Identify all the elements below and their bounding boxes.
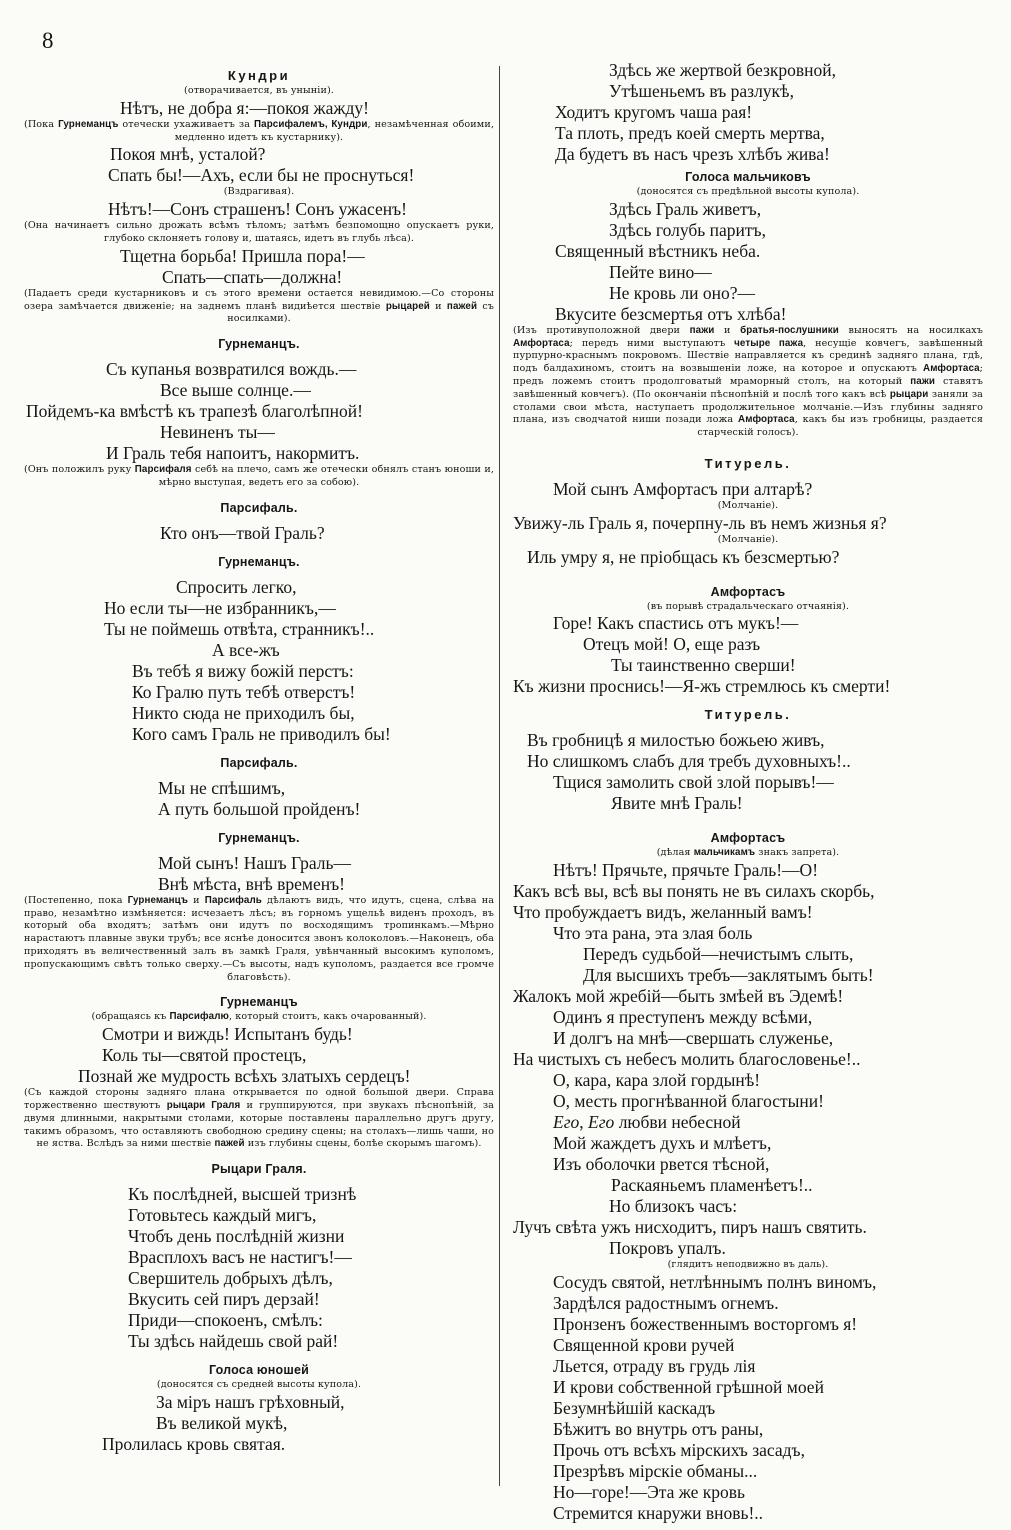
verse-line: Горе! Какъ спастись отъ мукъ!— <box>553 613 799 634</box>
speaker-name: Титурель. <box>704 707 792 723</box>
verse-line: Никто сюда не приходилъ бы, <box>132 702 355 723</box>
stage-direction: (Молчаніе). <box>717 533 779 545</box>
verse-line: О, месть прогнѣванной благостыни! <box>553 1091 824 1112</box>
verse-line: Тщетна борьба! Пришла пора!— <box>120 245 365 266</box>
verse-line: Ты таинственно сверши! <box>611 655 796 676</box>
verse-line: Льется, отраду въ грудь лія <box>553 1355 756 1376</box>
verse-line: Невиненъ ты— <box>160 422 275 443</box>
verse-line: Мой сынъ! Нашъ Граль— <box>158 852 351 873</box>
verse-line: Спать бы!—Ахъ, если бы не проснуться! <box>108 165 415 186</box>
speaker-name: Парсифаль. <box>220 500 298 515</box>
verse-line: Готовьтесь каждый мигъ, <box>128 1205 317 1226</box>
verse-line: А путь большой пройденъ! <box>158 798 361 819</box>
verse-line: И крови собственной грѣшной моей <box>553 1376 824 1397</box>
verse-line: Пойдемъ-ка вмѣстѣ къ трапезѣ благолѣпной! <box>26 401 363 422</box>
verse-line: Одинъ я преступенъ между всѣми, <box>553 1007 813 1028</box>
verse-line: Не кровь ли оно?— <box>609 282 756 303</box>
verse-line: Раскаяньемъ пламенѣетъ!.. <box>611 1175 813 1196</box>
speaker-name: Голоса мальчиковъ <box>685 170 811 184</box>
verse-line: Нѣтъ!—Сонъ страшенъ! Сонъ ужасенъ! <box>108 199 407 220</box>
verse-line: Внѣ мѣста, внѣ временъ! <box>158 873 346 894</box>
verse-line: Спросить легко, <box>176 576 297 597</box>
verse-line: Здѣсь же жертвой безкровной, <box>609 60 836 80</box>
verse-line: Утѣшеньемъ въ разлукѣ, <box>609 81 794 101</box>
verse-line: Въ тебѣ я вижу божій перстъ: <box>132 660 354 681</box>
verse-line: Передъ судьбой—нечистымъ слыть, <box>583 944 854 965</box>
verse-line: Все выше солнце.— <box>160 380 311 401</box>
verse-line: Кто онъ—твой Граль? <box>160 522 325 543</box>
verse-line: Да будетъ въ насъ чрезъ хлѣбъ жива! <box>555 144 830 164</box>
verse-line: Съ купанья возвратился вождь.— <box>106 359 357 380</box>
verse-line: О, кара, кара злой гордынѣ! <box>553 1070 761 1091</box>
verse-line: Какъ всѣ вы, всѣ вы понять не въ силахъ скорбь, <box>513 881 875 902</box>
verse-line: И долгъ на мнѣ—свершать служенье, <box>553 1028 834 1049</box>
verse-line: Чтобъ день послѣдній жизни <box>128 1226 345 1247</box>
verse-line: Ко Гралю путь тебѣ отверстъ! <box>132 681 356 702</box>
verse-line: Ты не поймешь отвѣта, странникъ!.. <box>104 618 375 639</box>
verse-line: Пролилась кровь святая. <box>102 1433 286 1454</box>
verse-line: Но близокъ часъ: <box>609 1196 738 1217</box>
verse-line: Сосудъ святой, нетлѣннымъ полнъ виномъ, <box>553 1271 877 1292</box>
verse-line: Приди—спокоенъ, смѣлъ: <box>128 1310 323 1331</box>
stage-direction: (Падаетъ среди кустарниковъ и съ этого времени остается невидимою.—Со стороны озера замѣчается движеніе; на заднемъ планѣ видиѣется шествіе рыцарей и пажей съ носилками). <box>24 287 494 325</box>
verse-line: Что пробуждаетъ видъ, желанный вамъ! <box>513 902 813 923</box>
verse-line: И Граль тебя напоитъ, накормитъ. <box>106 443 360 464</box>
verse-line: Лучъ свѣта ужъ нисходитъ, пиръ нашъ святить. <box>513 1217 867 1238</box>
stage-direction: (Она начинаетъ сильно дрожать всѣмъ тѣломъ; затѣмъ безпомощно опускаетъ руки, глубоко склоняетъ голову и, шатаясь, идетъ въ глубь лѣса). <box>24 220 494 244</box>
verse-line: Презрѣвъ мірскіе обманы... <box>553 1460 758 1481</box>
verse-line: Для высшихъ требъ—заклятымъ быть! <box>583 965 874 986</box>
verse-line: Иль умру я, не пріобщась къ безсмертью? <box>527 546 840 567</box>
stage-direction: (дѣлая мальчикамъ знакъ запрета). <box>656 847 840 859</box>
stage-direction: (Онъ положилъ руку Парсифаля себѣ на плечо, самъ же отечески обнялъ станъ юноши и, мѣрно выступая, ведетъ его за собою). <box>24 464 494 488</box>
verse-line: Вкусите безсмертья отъ хлѣба! <box>555 303 787 324</box>
verse-line: За міръ нашъ грѣховный, <box>156 1391 345 1412</box>
verse-line: Къ послѣдней, высшей тризнѣ <box>128 1184 357 1205</box>
verse-line: Увижу-ль Граль я, почерпну-ль въ немъ жизнья я? <box>513 512 887 533</box>
verse-line: Явите мнѣ Граль! <box>611 793 743 814</box>
verse-line: Но—горе!—Эта же кровь <box>553 1481 746 1502</box>
verse-line: Мой жаждетъ духъ и млѣетъ, <box>553 1133 772 1154</box>
stage-direction: (обращаясь къ Парсифалю, который стоитъ, какъ очарованный). <box>91 1011 427 1023</box>
verse-line: Покровъ упалъ. <box>609 1238 726 1259</box>
speaker-name: Гурнеманцъ. <box>218 337 300 352</box>
verse-line: Врасплохъ васъ не настигъ!— <box>128 1247 352 1268</box>
stage-direction: (Вздрагивая). <box>223 186 295 198</box>
verse-line: Вкусить сей пиръ дерзай! <box>128 1289 320 1310</box>
stage-direction: (доносятся съ средней высоты купола). <box>156 1379 362 1391</box>
verse-line: Жалокъ мой жребій—быть змѣей въ Эдемѣ! <box>513 986 844 1007</box>
verse-line: Спать—спать—должна! <box>162 266 343 287</box>
verse-line: Мы не спѣшимъ, <box>158 777 286 798</box>
verse-line: Тщися замолить свой злой порывъ!— <box>553 772 834 793</box>
verse-line: Пронзенъ божественнымъ восторгомъ я! <box>553 1313 858 1334</box>
stage-direction: (глядитъ неподвижно въ даль). <box>667 1259 829 1271</box>
verse-line: Изъ оболочки рвется тѣсной, <box>553 1154 770 1175</box>
verse-line: Познай же мудрость всѣхъ златыхъ сердецъ! <box>78 1066 411 1087</box>
verse-line: Нѣтъ! Прячьте, прячьте Граль!—О! <box>553 860 819 881</box>
speaker-name: Гурнеманцъ. <box>218 830 300 845</box>
verse-line: Здѣсь голубь паритъ, <box>609 219 766 240</box>
column-divider <box>499 66 500 1486</box>
verse-line: Ходитъ кругомъ чаша рая! <box>555 102 753 122</box>
verse-line: Смотри и виждь! Испытанъ будь! <box>102 1024 353 1045</box>
verse-line: Та плоть, предъ коей смерть мертва, <box>555 123 825 143</box>
verse-line: Пейте вино— <box>609 261 712 282</box>
verse-line: Покоя мнѣ, усталой? <box>110 144 266 165</box>
right-column <box>513 60 983 1524</box>
verse-line: Прочь отъ всѣхъ мірскихъ засадъ, <box>553 1439 805 1460</box>
verse-line: Что эта рана, эта злая боль <box>553 923 753 944</box>
speaker-name: Парсифаль. <box>220 755 298 770</box>
speaker-name: Гурнеманцъ <box>220 995 298 1010</box>
verse-line: А все-жъ <box>212 639 280 660</box>
verse-line: Его, Его любви небесной <box>553 1112 741 1133</box>
verse-line: Въ гробницѣ я милостью божьею живъ, <box>527 730 825 751</box>
stage-direction: (Молчаніе). <box>717 499 779 511</box>
verse-line: Кого самъ Граль не приводилъ бы! <box>132 723 391 744</box>
verse-line: Стремится кнаружи вновь!.. <box>553 1502 764 1523</box>
stage-direction: (Пока Гурнеманцъ отечески ухаживаетъ за Парсифалемъ, Кундри, незамѣченная обоими, медленно идетъ къ кустарнику). <box>24 118 494 143</box>
stage-direction: (Постепенно, пока Гурнеманцъ и Парсифаль дѣлаютъ видъ, что идутъ, сцена, слѣва на право, незамѣтно измѣняется: исчезаетъ лѣсъ; въ горномъ ущельѣ виденъ проходъ, въ который оба входятъ; затѣмъ они идутъ по восходящимъ тропинкамъ.—Мѣрно нарастаютъ плавные звуки трубъ; все яснѣе доносится звонъ колоколовъ.—Наконецъ, оба приходятъ въ величественный залъ въ замкѣ Граля, увѣнчанный высокимъ куполомъ, пропускающимъ свѣтъ только сверху.—Съ высоты, надъ куполомъ, раздается все громче благовѣсть). <box>24 894 495 983</box>
speaker-name: Титурель. <box>704 455 792 471</box>
stage-direction: (Съ каждой стороны задняго плана открывается по одной большой двери. Справа торжественно шествуютъ рыцари Граля и группируются, при звукахъ пѣснопѣній, за двумя длинными, накрытыми столами, которые поставлены параллельно другъ другу, такимъ образомъ, что оставляютъ свободною средину сцены; на столахъ—лишь чаши, но не яства. Вслѣдъ за ними шествіе пажей изъ глубины сцены, болѣе скорымъ шагомъ). <box>24 1087 494 1150</box>
verse-line: Священный вѣстникъ неба. <box>555 240 761 261</box>
verse-line: Отецъ мой! О, еще разъ <box>583 634 761 655</box>
verse-line: Нѣтъ, не добра я:—покоя жажду! <box>120 97 369 118</box>
verse-line: Бѣжитъ во внутрь отъ раны, <box>553 1418 764 1439</box>
verse-line: Безумнѣйшій каскадъ <box>553 1397 716 1418</box>
stage-direction: (отворачивается, въ уныніи). <box>184 85 334 96</box>
verse-line: Но слишкомъ слабъ для требъ духовныхъ!.. <box>527 751 851 772</box>
speaker-name: Рыцари Граля. <box>211 1162 307 1177</box>
verse-line: На чистыхъ съ небесъ молить благословенье!.. <box>513 1049 861 1070</box>
verse-line: Коль ты—святой простецъ, <box>102 1045 307 1066</box>
verse-line: Здѣсь Граль живетъ, <box>609 198 762 219</box>
verse-line: Священной крови ручей <box>553 1334 735 1355</box>
verse-line: Мой сынъ Амфортасъ при алтарѣ? <box>553 478 813 499</box>
verse-line: Ты здѣсь найдешь свой рай! <box>128 1331 339 1352</box>
verse-line: Но если ты—не избранникъ,— <box>104 597 336 618</box>
verse-line: Въ великой мукѣ, <box>156 1412 288 1433</box>
verse-line: Зардѣлся радостнымъ огнемъ. <box>553 1292 779 1313</box>
page-number: 8 <box>42 28 54 53</box>
speaker-name: Кундри <box>227 68 291 83</box>
stage-direction: (въ порывѣ страдальческаго отчаянія). <box>646 600 850 612</box>
speaker-name: Голоса юношей <box>208 1363 310 1378</box>
verse-line: Свершитель добрыхъ дѣлъ, <box>128 1268 333 1289</box>
speaker-name: Амфортасъ <box>710 584 786 599</box>
stage-direction: (доносятся съ предѣльной высоты купола). <box>636 186 860 197</box>
speaker-name: Гурнеманцъ. <box>218 554 300 569</box>
left-column <box>24 64 494 1455</box>
speaker-name: Амфортасъ <box>710 831 786 846</box>
verse-line: Къ жизни проснись!—Я-жъ стремлюсь къ смерти! <box>513 676 891 697</box>
stage-direction: (Изъ противуположной двери пажи и братья-послушники выносятъ на носилкахъ Амфортаса; передъ ними выступаютъ четыре пажа, несущіе ковчегъ, завѣшенный пурпурно-краснымъ покровомъ. Шествіе направляется къ срединѣ задняго плана, гдѣ, подъ балдахиномъ, стоитъ на возвышеніи ложе, на которое и опускаютъ Амфортаса; предъ ложемъ стоитъ продолговатый мраморный столъ, на который пажи ставятъ завѣшенный ковчегъ). (По окончаніи пѣснопѣній и послѣ того какъ всѣ рыцари заняли за столами свои мѣста, наступаетъ продолжительное молчаніе.—Изъ глубины задняго плана, изъ сводчатой ниши позади ложа Амфортаса, какъ бы изъ гробницы, раздается старческій голосъ). <box>513 324 984 439</box>
